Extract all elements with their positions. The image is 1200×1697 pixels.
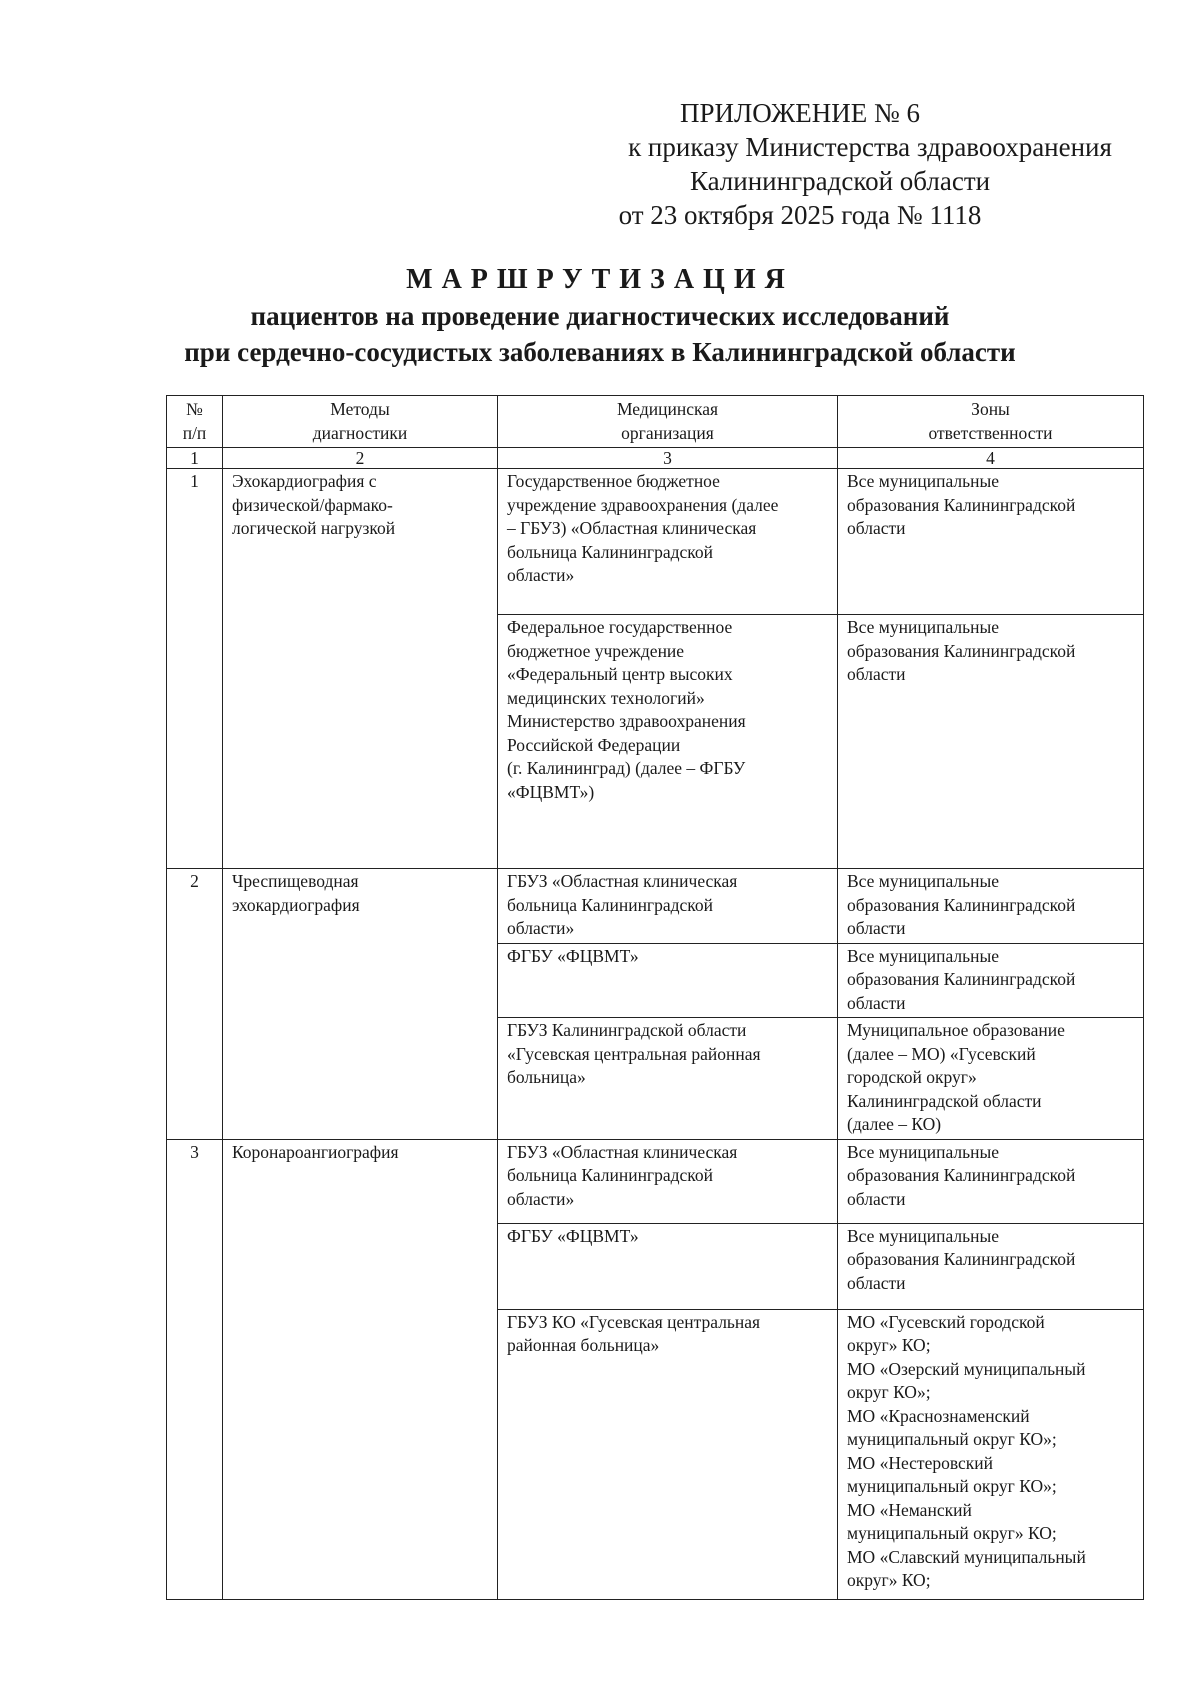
row-method: Коронароангиография: [223, 1139, 498, 1599]
header-methods: Методы диагностики: [223, 396, 498, 448]
row-organization: ГБУЗ «Областная клиническая больница Калининградской области»: [498, 1139, 838, 1223]
header-organization: Медицинская организация: [498, 396, 838, 448]
title-main: МАРШРУТИЗАЦИЯ: [406, 264, 794, 295]
row-zone: Все муниципальные образования Калининградской области: [838, 1139, 1144, 1223]
table-row: [167, 1139, 1144, 1223]
row-zone: Все муниципальные образования Калининградской области: [838, 943, 1144, 1018]
appendix-region: Калининградской области: [689, 166, 991, 196]
table-row: [167, 469, 1144, 615]
appendix-date: от 23 октября 2025 года № 1118: [618, 200, 982, 230]
row-organization: ФГБУ «ФЦВМТ»: [498, 943, 838, 1018]
row-zone: Все муниципальные образования Калининградской области: [838, 469, 1144, 615]
row-zone: Все муниципальные образования Калининградской области: [838, 615, 1144, 869]
column-number: 3: [498, 448, 838, 469]
title-subtitle-2: при сердечно-сосудистых заболеваниях в Калининградской области: [184, 337, 1016, 367]
row-zone: Муниципальное образование (далее – МО) «Гусевский городской округ» Калининградской области (далее – КО): [838, 1018, 1144, 1140]
row-number: 1: [167, 469, 223, 869]
row-number: 2: [167, 869, 223, 1140]
header-zones: Зоны ответственности: [838, 396, 1144, 448]
appendix-header: [600, 96, 1140, 232]
table-row: [167, 869, 1144, 944]
row-organization: Государственное бюджетное учреждение здравоохранения (далее – ГБУЗ) «Областная клиническая больница Калининградской области»: [498, 469, 838, 615]
row-method: Чреспищеводная эхокардиография: [223, 869, 498, 1140]
row-organization: ГБУЗ «Областная клиническая больница Калининградской области»: [498, 869, 838, 944]
row-organization: ГБУЗ Калининградской области «Гусевская центральная районная больница»: [498, 1018, 838, 1140]
row-zone: Все муниципальные образования Калининградской области: [838, 869, 1144, 944]
document-title: [150, 262, 1050, 370]
title-subtitle-1: пациентов на проведение диагностических исследований: [250, 301, 950, 331]
row-organization: Федеральное государственное бюджетное учреждение «Федеральный центр высоких медицинских технологий» Министерство здравоохранения Российской Федерации (г. Калининград) (далее – ФГБУ «ФЦВМТ»): [498, 615, 838, 869]
row-organization: ФГБУ «ФЦВМТ»: [498, 1223, 838, 1309]
column-number: 1: [167, 448, 223, 469]
appendix-order-ref: к приказу Министерства здравоохранения: [628, 132, 1112, 162]
table-header-row: [167, 396, 1144, 448]
routing-table: [166, 395, 1144, 1600]
row-zone: МО «Гусевский городской округ» КО; МО «Озерский муниципальный округ КО»; МО «Краснознаменский муниципальный округ КО»; МО «Нестеровский муниципальный округ КО»; МО «Неманский муниципальный округ» КО; МО «Славский муниципальный округ» КО;: [838, 1309, 1144, 1599]
column-number: 4: [838, 448, 1144, 469]
column-number: 2: [223, 448, 498, 469]
row-method: Эхокардиография с физической/фармако- логической нагрузкой: [223, 469, 498, 869]
column-number-row: [167, 448, 1144, 469]
row-number: 3: [167, 1139, 223, 1599]
appendix-number: ПРИЛОЖЕНИЕ № 6: [679, 98, 921, 128]
header-number: № п/п: [167, 396, 223, 448]
row-zone: Все муниципальные образования Калининградской области: [838, 1223, 1144, 1309]
row-organization: ГБУЗ КО «Гусевская центральная районная больница»: [498, 1309, 838, 1599]
